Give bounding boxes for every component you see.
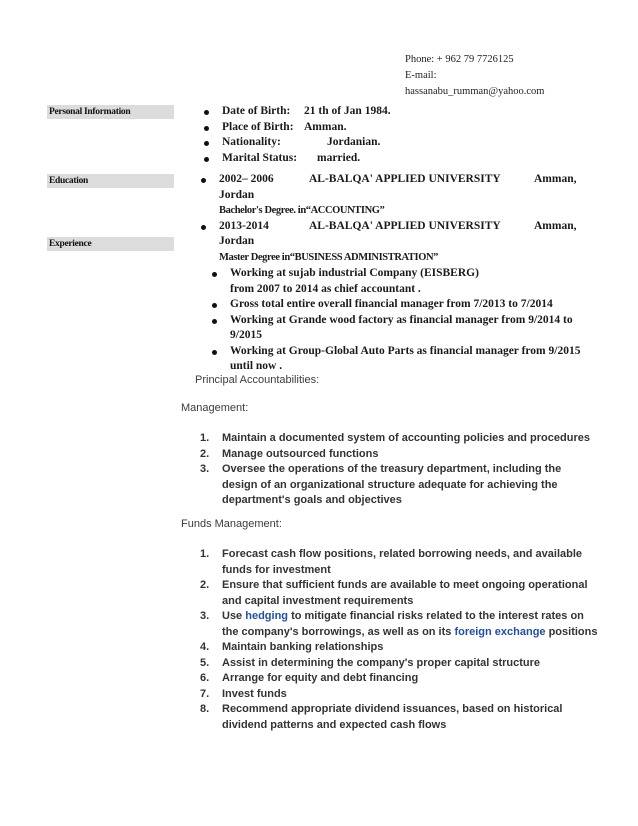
foreign-exchange-link[interactable]: foreign exchange	[454, 625, 546, 638]
list-item: 1. Forecast cash flow positions, related borrowing needs, and available funds for investment	[200, 548, 583, 576]
list-item: 3. Oversee the operations of the treasury department, including the design of an organizational structure adequate for achieving the department's goals and objectives	[200, 463, 562, 506]
management-list	[200, 431, 600, 509]
list-item: Marital Status: married.	[200, 151, 580, 167]
funds-list	[200, 547, 600, 733]
list-item: 2. Manage outsourced functions	[200, 447, 379, 460]
experience-item: Working at Group-Global Auto Parts as financial manager from 9/2015 until now .	[208, 344, 598, 375]
experience-item: Working at sujab industrial Company (EISBERG) from 2007 to 2014 as chief accountant .	[208, 266, 598, 297]
section-label-personal: Personal Information	[47, 105, 174, 119]
list-item: Nationality: Jordanian.	[200, 135, 580, 151]
list-item: 1. Maintain a documented system of accounting policies and procedures	[200, 432, 590, 444]
section-label-experience: Experience	[47, 237, 174, 251]
experience-item: Working at Grande wood factory as financial manager from 9/2014 to 9/2015	[208, 313, 598, 344]
section-label-education: Education	[47, 174, 174, 188]
list-item: 5. Assist in determining the company's proper capital structure	[200, 656, 541, 669]
list-item: 2. Ensure that sufficient funds are available to meet ongoing operational and capital investment requirements	[200, 579, 588, 607]
list-item: 4. Maintain banking relationships	[200, 641, 384, 653]
list-item: 7. Invest funds	[200, 687, 287, 700]
experience-list	[208, 266, 598, 375]
education-item: 2002– 2006 AL-BALQA' APPLIED UNIVERSITY Amman, Jordan Bachelor's Degree. in“ACCOUNTING”	[197, 172, 592, 219]
list-item: 6. Arrange for equity and debt financing	[200, 672, 419, 684]
contact-block	[405, 52, 544, 100]
hedging-link[interactable]: hedging	[245, 610, 289, 622]
list-item: Date of Birth: 21 th of Jan 1984.	[200, 104, 580, 120]
funds-heading: Funds Management:	[181, 518, 282, 530]
experience-item: Gross total entire overall financial manager from 7/2013 to 7/2014	[208, 297, 598, 313]
list-item: 8. Recommend appropriate dividend issuances, based on historical dividend patterns and expected cash flows	[200, 703, 563, 731]
education-item: 2013-2014 AL-BALQA' APPLIED UNIVERSITY Amman, Jordan Master Degree in“BUSINESS ADMINISTRATION”	[197, 219, 592, 266]
phone-text: Phone: + 962 79 7726125	[405, 54, 514, 65]
management-heading: Management:	[181, 402, 249, 414]
education-list	[197, 172, 592, 265]
email-text: hassanabu_rumman@yahoo.com	[405, 86, 545, 97]
personal-info-list	[200, 104, 580, 166]
principal-heading: Principal Accountabilities:	[195, 374, 320, 386]
email-label: E-mail:	[405, 70, 437, 81]
list-item: Place of Birth: Amman.	[200, 120, 580, 136]
list-item: 3. Use hedging to mitigate financial risks related to the interest rates on the company's borrowings, as well as on its foreign exchange positions	[200, 610, 598, 638]
